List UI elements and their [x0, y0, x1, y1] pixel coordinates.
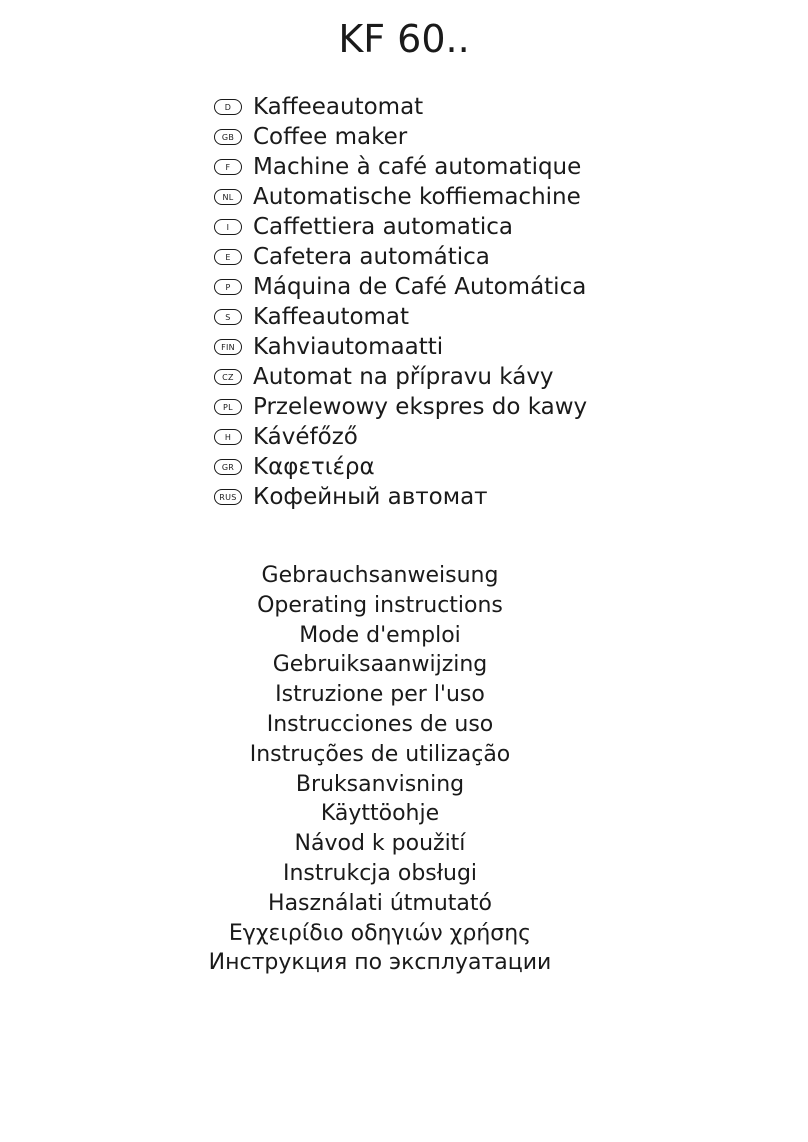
instructions-title: Инструкция по эксплуатации	[208, 950, 552, 976]
product-name-item	[214, 332, 587, 362]
language-code-badge: I	[214, 219, 242, 235]
instructions-title-list	[0, 561, 760, 978]
product-name-list	[214, 92, 587, 512]
language-code-badge: H	[214, 429, 242, 445]
product-name: Przelewowy ekspres do kawy	[253, 394, 588, 420]
product-name: Caffettiera automatica	[253, 214, 513, 240]
product-name: Máquina de Café Automática	[253, 274, 587, 300]
instructions-title: Návod k použití	[294, 831, 466, 857]
language-code-badge: S	[214, 309, 242, 325]
instructions-title: Operating instructions	[257, 592, 503, 618]
document-title: KF 60..	[338, 17, 470, 61]
product-name-item	[214, 152, 587, 182]
instructions-title: Εγχειρίδιο οδηγιών χρήσης	[228, 920, 532, 946]
product-name-item	[214, 422, 587, 452]
product-name-item	[214, 362, 587, 392]
product-name-item	[214, 182, 587, 212]
product-name: Automat na přípravu kávy	[253, 364, 554, 390]
product-name-item	[214, 212, 587, 242]
product-name: Kahviautomaatti	[253, 334, 444, 360]
language-code-badge: PL	[214, 399, 242, 415]
product-name-item	[214, 272, 587, 302]
product-name: Kaffeautomat	[253, 304, 410, 330]
language-code-badge: FIN	[214, 339, 242, 355]
language-code-badge: GB	[214, 129, 242, 145]
language-code-badge: D	[214, 99, 242, 115]
instructions-title: Käyttöohje	[320, 801, 440, 827]
product-name-item	[214, 452, 587, 482]
product-name-item	[214, 392, 587, 422]
language-code-badge: GR	[214, 459, 242, 475]
language-code-badge: P	[214, 279, 242, 295]
product-name-item	[214, 482, 587, 512]
instructions-title: Gebruiksaanwijzing	[272, 652, 488, 678]
instructions-title: Gebrauchsanweisung	[261, 563, 499, 588]
instructions-title: Bruksanvisning	[295, 771, 465, 797]
instructions-title: Istruzione per l'uso	[275, 682, 485, 708]
language-code-badge: NL	[214, 189, 242, 205]
instructions-title: Instrucciones de uso	[266, 711, 494, 737]
product-name: Kaffeeautomat	[253, 94, 424, 120]
language-code-badge: E	[214, 249, 242, 265]
product-name: Cafetera automática	[253, 244, 490, 270]
product-name: Kávéfőző	[253, 424, 358, 450]
product-name: Machine à café automatique	[253, 154, 582, 180]
product-name: Automatische koffiemachine	[253, 184, 581, 210]
product-name-item	[214, 92, 587, 122]
instructions-title: Instruções de utilização	[249, 741, 511, 767]
product-name-item	[214, 122, 587, 152]
language-code-badge: RUS	[214, 489, 242, 505]
language-code-badge: CZ	[214, 369, 242, 385]
language-code-badge: F	[214, 159, 242, 175]
instructions-title: Mode d'emploi	[299, 622, 461, 648]
product-name: Καφετιέρα	[253, 454, 375, 480]
product-name: Кофейный автомат	[253, 484, 488, 510]
product-name-item	[214, 302, 587, 332]
instructions-title: Instrukcja obsługi	[282, 860, 478, 886]
instructions-title: Használati útmutató	[268, 890, 492, 916]
product-name-item	[214, 242, 587, 272]
product-name: Coffee maker	[253, 124, 408, 150]
